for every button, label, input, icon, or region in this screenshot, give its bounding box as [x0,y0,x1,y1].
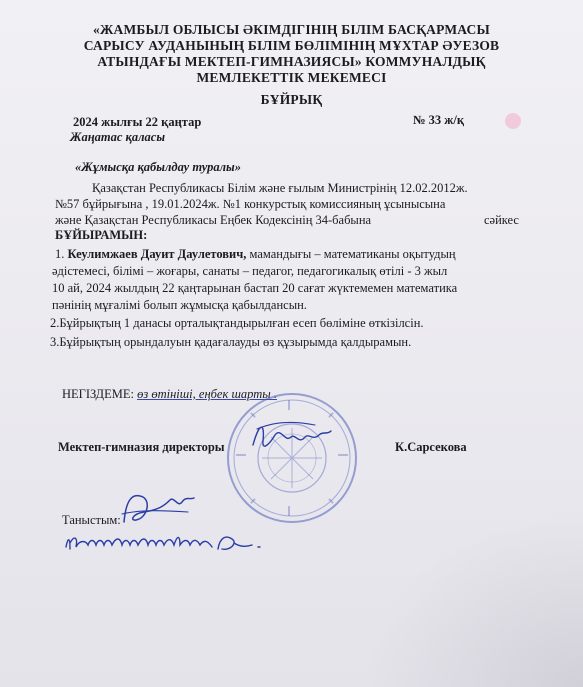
header-line-1: «ЖАМБЫЛ ОБЛЫСЫ ӘКІМДІГІНІҢ БІЛІМ БАСҚАРМАСЫ [93,22,490,37]
preamble-line-3-end: сәйкес [484,213,519,227]
item-1-name: Кеулимжаев Дауит Даулетович, [67,247,247,261]
preamble-line-1: Қазақстан Республикасы Білім және ғылым Министрінің 12.02.2012ж. [92,181,468,195]
header-line-2: САРЫСУ АУДАНЫНЫҢ БІЛІМ БӨЛІМІНІҢ МҰХТАР ӘУЕЗОВ [83,38,500,53]
director-signature [245,415,335,460]
basis-label: НЕГІЗДЕМЕ: [62,387,134,401]
item-1-line-3: 10 ай, 2024 жылдың 22 қаңтарынан бастап 20 сағат жүктемемен математика [52,281,458,295]
document-type: БҰЙРЫҚ [260,92,323,107]
preamble-line-3: және Қазақстан Республикасы Еңбек Кодексінің 34-бабына [55,213,372,227]
order-word: БҰЙЫРАМЫН: [55,228,148,242]
header-line-3: АТЫНДАҒЫ МЕКТЕП-ГИМНАЗИЯСЫ» КОММУНАЛДЫҚ [97,54,486,69]
item-3: 3.Бұйрықтың орындалуын қадағалауды өз құзырымда қалдырамын. [50,335,412,349]
acquainted-label: Таныстым: [62,513,121,527]
preamble-line-2: №57 бұйрығына , 19.01.2024ж. №1 конкурстық комиссияның ұсынысына [55,197,446,211]
item-1-specialty: мамандығы – математиканы оқытудың [249,247,456,261]
item-1-line-2: әдістемесі, білімі – жоғары, санаты – педагог, педагогикалық өтілі - 3 жыл [52,264,448,278]
pink-mark [505,113,521,129]
item-1-line-4: пәнінің мұғалімі болып жұмысқа қабылдансын. [52,298,307,312]
basis-value: өз өтініші, еңбек шарты . [137,387,277,401]
order-date: 2024 жылғы 22 қаңтар [73,115,202,129]
item-1-line-1 [55,247,456,262]
page-shadow [363,507,583,687]
order-place: Жаңатас қаласы [70,130,166,144]
employee-handwritten-name [62,525,282,561]
header-line-4: МЕМЛЕКЕТТІК МЕКЕМЕСІ [196,70,387,85]
order-subject: «Жұмысқа қабылдау туралы» [75,160,241,174]
item-2: 2.Бұйрықтың 1 данасы орталықтандырылған есеп бөліміне өткізілсін. [50,316,424,330]
director-title: Мектеп-гимназия директоры [58,440,225,454]
item-1-number: 1. [55,247,65,261]
director-name: К.Сарсекова [395,440,467,454]
order-number: № 33 ж/қ [413,113,465,127]
